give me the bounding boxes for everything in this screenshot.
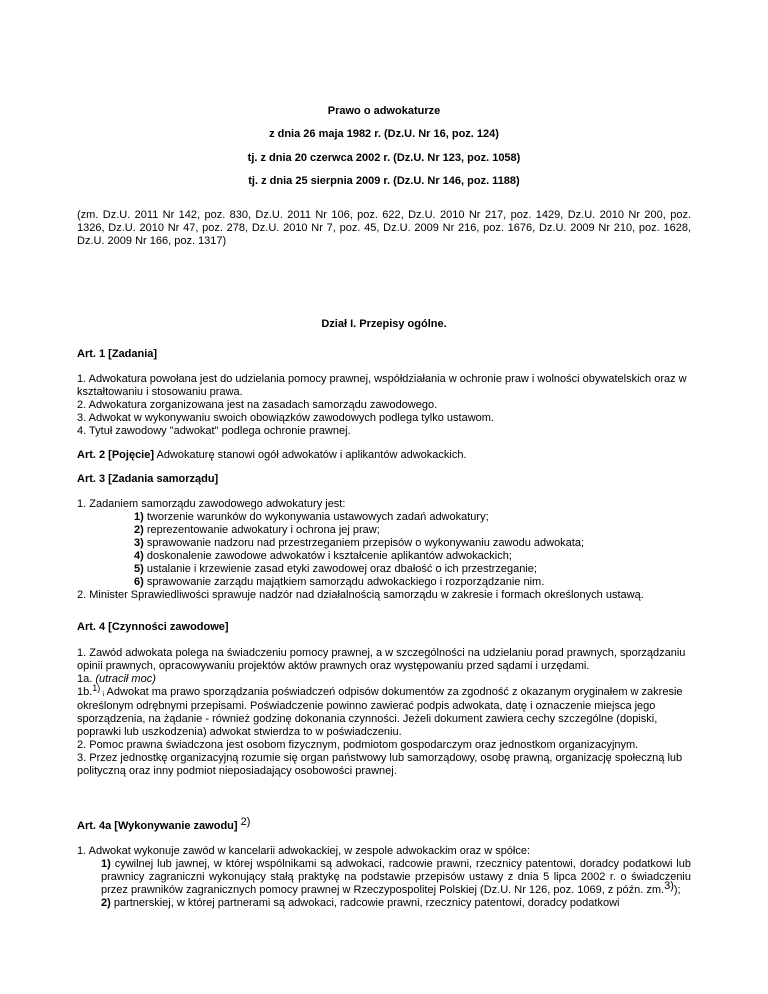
paragraph-number: 1b. (77, 686, 93, 698)
item-text: ustalanie i krzewienie zasad etyki zawodowej oraz dbałość o ich przestrzeganie; (146, 563, 537, 575)
item-number: 6) (134, 576, 144, 588)
footnote-ref[interactable]: 2) (240, 816, 251, 828)
article-heading: Art. 2 [Pojęcie] (77, 449, 155, 461)
article-4 (77, 621, 691, 778)
document-title: Prawo o adwokaturze (327, 105, 441, 117)
list-item (77, 576, 691, 589)
document-consolidated-text-2: tj. z dnia 25 sierpnia 2009 r. (Dz.U. Nr 146, poz. 1188) (248, 175, 520, 187)
list-item (77, 897, 691, 910)
footnote-ref[interactable]: 3) (664, 880, 674, 892)
item-text: doskonalenie zawodowe adwokatów i kształcenie aplikantów adwokackich; (146, 550, 512, 562)
document-consolidated-text-1: tj. z dnia 20 czerwca 2002 r. (Dz.U. Nr 123, poz. 1058) (247, 152, 521, 164)
article-4a (77, 816, 691, 910)
article-3 (77, 473, 691, 602)
article-heading: Art. 4 [Czynności zawodowe] (77, 621, 229, 633)
item-number: 5) (134, 563, 144, 575)
enumerated-list (77, 511, 691, 589)
repealed-note: (utracił moc) (95, 673, 156, 685)
amendments-list: (zm. Dz.U. 2011 Nr 142, poz. 830, Dz.U. 2011 Nr 106, poz. 622, Dz.U. 2010 Nr 217, poz. 1429, Dz.U. 2010 Nr 200, poz. 1326, Dz.U. 2010 Nr 47, poz. 278, Dz.U. 2010 Nr 7, poz. 45, Dz.U. 2009 Nr 216, poz. 1676, Dz.U. 2009 Nr 210, poz. 1628, Dz.U. 2009 Nr 166, poz. 1317) (77, 209, 691, 247)
item-text: sprawowanie nadzoru nad przestrzeganiem przepisów o wykonywaniu zawodu adwokata; (146, 537, 585, 549)
document-date: z dnia 26 maja 1982 r. (Dz.U. Nr 16, poz. 124) (269, 128, 499, 140)
item-number: 3) (134, 537, 144, 549)
item-number: 2) (101, 897, 111, 909)
item-text: cywilnej lub jawnej, w której wspólnikami są adwokaci, radcowie prawni, rzecznicy patentowi, doradcy podatkowi lub prawnicy zagraniczni wykonujący stałą praktykę na podstawie przepisów ustawy z dnia 5 lipca 2002 r. o świadczeniu przez prawników zagranicznych pomocy prawnej w Rzeczypospolitej Polskiej (Dz.U. Nr 126, poz. 1069, z późn. zm. (101, 858, 691, 896)
paragraph: 3. Adwokat w wykonywaniu swoich obowiązków zawodowych podlega tylko ustawom. (77, 412, 494, 424)
paragraph: 1. Zadaniem samorządu zawodowego adwokatury jest: (77, 498, 346, 510)
article-heading: Art. 3 [Zadania samorządu] (77, 473, 219, 485)
item-number: 1) (134, 511, 144, 523)
article-2 (77, 449, 691, 462)
paragraph: 4. Tytuł zawodowy "adwokat" podlega ochronie prawnej. (77, 425, 351, 437)
paragraph: 2. Minister Sprawiedliwości sprawuje nadzór nad działalnością samorządu w zakresie i formach określonych ustawą. (77, 589, 644, 601)
item-text: partnerskiej, w której partnerami są adwokaci, radcowie prawni, rzecznicy patentowi, doradcy podatkowi (113, 897, 620, 909)
paragraph: 1. Adwokat wykonuje zawód w kancelarii adwokackiej, w zespole adwokackim oraz w spółce: (77, 845, 531, 857)
article-text: Adwokaturę stanowi ogół adwokatów i aplikantów adwokackich. (156, 449, 467, 461)
item-number: 2) (134, 524, 144, 536)
list-item (77, 511, 691, 524)
article-heading: Art. 1 [Zadania] (77, 348, 158, 360)
paragraph-text: Adwokat ma prawo sporządzania poświadczeń odpisów dokumentów za zgodność z okazanym oryginałem w zakresie określonym odrębnymi przepisami. Poświadczenie powinno zawierać podpis adwokata, datę i oznaczenie miejsca jego sporządzenia, na żądanie - również godzinę dokonania czynności. Jeżeli dokument zawiera cechy szczególne (dopiski, poprawki lub uszkodzenia) adwokat stwierdza to w poświadczeniu. (77, 686, 683, 738)
article-heading: Art. 4a [Wykonywanie zawodu] (77, 820, 238, 832)
paragraph: 1. Zawód adwokata polega na świadczeniu pomocy prawnej, a w szczególności na udzielaniu porad prawnych, sporządzaniu opinii prawnych, opracowywaniu projektów aktów prawnych oraz występowaniu przed sądami i urzędami. (77, 647, 686, 672)
list-item (77, 550, 691, 563)
paragraph: 2. Adwokatura zorganizowana jest na zasadach samorządu zawodowego. (77, 399, 438, 411)
paragraph-number: 1a. (77, 673, 93, 685)
item-text: sprawowanie zarządu majątkiem samorządu adwokackiego i rozporządzanie nim. (146, 576, 545, 588)
paragraph: 1. Adwokatura powołana jest do udzielania pomocy prawnej, współdziałania w ochronie praw i wolności obywatelskich oraz w kształtowaniu i stosowaniu prawa. (77, 373, 687, 398)
paragraph: 1b.$^{1)}$ ¡ Adwokat ma prawo sporządzania poświadczeń odpisów dokumentów za zgodność z okazanym oryginałem w zakresie określonym odrębnymi przepisami. Poświadczenie powinno zawierać podpis adwokata, datę i oznaczenie miejsca jego sporządzenia, na żądanie - również godzinę dokonania czynności. Jeżeli dokument zawiera cechy szczególne (dopiski, poprawki lub uszkodzenia) adwokat stwierdza to w poświadczeniu. (77, 683, 683, 738)
footnote-ref[interactable]: 1) (92, 683, 101, 693)
item-text: tworzenie warunków do wykonywania ustawowych zadań adwokatury; (146, 511, 489, 523)
item-number: 1) (101, 858, 111, 870)
paragraph: 2. Pomoc prawna świadczona jest osobom fizycznym, podmiotom gospodarczym oraz jednostkom organizacyjnym. (77, 739, 639, 751)
list-item: 1) cywilnej lub jawnej, w której wspólnikami są adwokaci, radcowie prawni, rzecznicy patentowi, doradcy podatkowi lub prawnicy zagraniczni wykonujący stałą praktykę na podstawie przepisów ustawy z dnia 5 lipca 2002 r. o świadczeniu przez prawników zagranicznych pomocy prawnej w Rzeczypospolitej Polskiej (Dz.U. Nr 126, poz. 1069, z późn. zm.3)); (101, 858, 691, 896)
item-number: 4) (134, 550, 144, 562)
chapter-heading: Dział I. Przepisy ogólne. (321, 318, 447, 330)
list-item (77, 524, 691, 537)
list-item (77, 537, 691, 550)
article-1 (77, 348, 691, 438)
list-item (77, 563, 691, 576)
paragraph: 3. Przez jednostkę organizacyjną rozumie się organ państwowy lub samorządowy, osobę prawną, organizację społeczną lub polityczną oraz inny podmiot nieposiadający osobowości prawnej. (77, 752, 683, 777)
paragraph (77, 673, 691, 686)
item-text: reprezentowanie adwokatury i ochrona jej praw; (146, 524, 380, 536)
